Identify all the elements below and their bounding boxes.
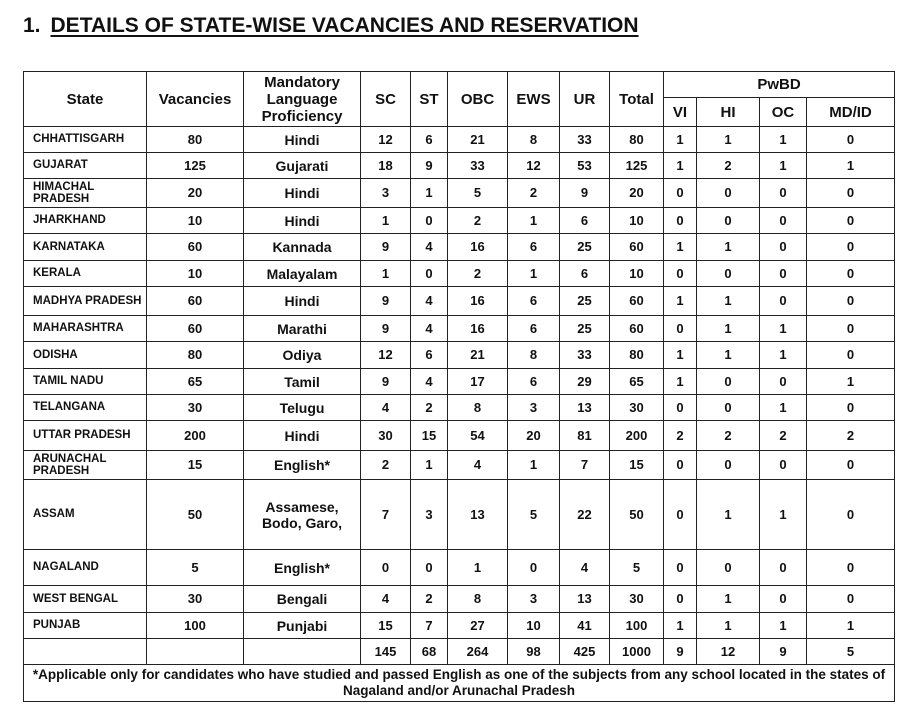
cell-sc: 9	[361, 369, 411, 395]
cell-mdid: 0	[807, 179, 895, 208]
cell-hi: 1	[697, 234, 760, 261]
cell-sc: 12	[361, 127, 411, 153]
cell-total: 80	[610, 127, 664, 153]
cell-language: Hindi	[244, 208, 361, 234]
cell-total: 100	[610, 613, 664, 639]
cell-ur: 13	[560, 395, 610, 421]
cell-hi: 1	[697, 586, 760, 613]
cell-sc: 12	[361, 342, 411, 369]
cell-obc: 4	[448, 451, 508, 480]
cell-obc: 21	[448, 127, 508, 153]
cell-mdid: 0	[807, 586, 895, 613]
cell-ews: 6	[508, 287, 560, 316]
cell-hi: 0	[697, 451, 760, 480]
cell-ews: 3	[508, 586, 560, 613]
cell-total: 65	[610, 369, 664, 395]
cell-state: WEST BENGAL	[24, 586, 147, 613]
cell-oc: 0	[760, 287, 807, 316]
header-vi: VI	[664, 98, 697, 127]
cell-st: 0	[411, 208, 448, 234]
table-row	[24, 208, 895, 234]
cell-ews: 8	[508, 342, 560, 369]
cell-state: TAMIL NADU	[24, 369, 147, 395]
cell-state: GUJARAT	[24, 153, 147, 179]
cell-oc: 1	[760, 342, 807, 369]
cell-language: Bengali	[244, 586, 361, 613]
cell-ur: 29	[560, 369, 610, 395]
totals-row	[24, 639, 895, 665]
total-ur: 425	[560, 639, 610, 665]
cell-ur: 25	[560, 234, 610, 261]
cell-hi: 0	[697, 179, 760, 208]
cell-mdid: 2	[807, 421, 895, 451]
table-row	[24, 342, 895, 369]
cell-st: 2	[411, 395, 448, 421]
cell-obc: 5	[448, 179, 508, 208]
cell-vacancies: 5	[147, 550, 244, 586]
cell-mdid: 0	[807, 127, 895, 153]
cell-ur: 4	[560, 550, 610, 586]
cell-vi: 0	[664, 316, 697, 342]
header-ur: UR	[560, 72, 610, 127]
cell-vacancies: 20	[147, 179, 244, 208]
total-obc: 264	[448, 639, 508, 665]
cell-st: 3	[411, 480, 448, 550]
cell-obc: 33	[448, 153, 508, 179]
cell-state: MAHARASHTRA	[24, 316, 147, 342]
cell-vacancies: 65	[147, 369, 244, 395]
section-heading: DETAILS OF STATE-WISE VACANCIES AND RESERVATION	[50, 14, 639, 37]
cell-hi: 0	[697, 550, 760, 586]
cell-oc: 1	[760, 480, 807, 550]
cell-state: KERALA	[24, 261, 147, 287]
cell-ur: 6	[560, 261, 610, 287]
cell-total: 30	[610, 395, 664, 421]
cell-mdid: 0	[807, 234, 895, 261]
cell-ur: 33	[560, 342, 610, 369]
cell-ur: 33	[560, 127, 610, 153]
table-row	[24, 179, 895, 208]
cell-hi: 1	[697, 316, 760, 342]
total-sc: 145	[361, 639, 411, 665]
table-row	[24, 287, 895, 316]
cell-vacancies: 30	[147, 586, 244, 613]
cell-vacancies: 30	[147, 395, 244, 421]
cell-state: JHARKHAND	[24, 208, 147, 234]
cell-language: Kannada	[244, 234, 361, 261]
table-row	[24, 234, 895, 261]
cell-mdid: 1	[807, 153, 895, 179]
cell-total: 50	[610, 480, 664, 550]
cell-sc: 1	[361, 261, 411, 287]
cell-oc: 1	[760, 316, 807, 342]
cell-vi: 1	[664, 369, 697, 395]
cell-total: 200	[610, 421, 664, 451]
header-hi: HI	[697, 98, 760, 127]
cell-total: 60	[610, 287, 664, 316]
cell-obc: 54	[448, 421, 508, 451]
cell-vi: 0	[664, 586, 697, 613]
cell-language: Punjabi	[244, 613, 361, 639]
cell-language: Odiya	[244, 342, 361, 369]
cell-ur: 53	[560, 153, 610, 179]
cell-sc: 9	[361, 234, 411, 261]
cell-vacancies: 100	[147, 613, 244, 639]
total-vi: 9	[664, 639, 697, 665]
header-mdid: MD/ID	[807, 98, 895, 127]
cell-vi: 0	[664, 550, 697, 586]
cell-vi: 0	[664, 395, 697, 421]
cell-vi: 0	[664, 261, 697, 287]
cell-ur: 25	[560, 316, 610, 342]
cell-st: 4	[411, 369, 448, 395]
cell-hi: 1	[697, 127, 760, 153]
cell-vi: 0	[664, 208, 697, 234]
cell-sc: 4	[361, 395, 411, 421]
cell-obc: 16	[448, 287, 508, 316]
cell-obc: 13	[448, 480, 508, 550]
cell-st: 6	[411, 127, 448, 153]
cell-total: 60	[610, 234, 664, 261]
header-row	[24, 72, 895, 98]
cell-ews: 1	[508, 261, 560, 287]
cell-ur: 13	[560, 586, 610, 613]
header-obc: OBC	[448, 72, 508, 127]
cell-ews: 1	[508, 208, 560, 234]
cell-language: Tamil	[244, 369, 361, 395]
cell-st: 6	[411, 342, 448, 369]
cell-mdid: 0	[807, 261, 895, 287]
cell-oc: 0	[760, 208, 807, 234]
cell-st: 9	[411, 153, 448, 179]
total-oc: 9	[760, 639, 807, 665]
table-row	[24, 480, 895, 550]
empty-cell	[147, 639, 244, 665]
cell-state: TELANGANA	[24, 395, 147, 421]
cell-obc: 2	[448, 208, 508, 234]
cell-ews: 0	[508, 550, 560, 586]
cell-mdid: 0	[807, 550, 895, 586]
cell-oc: 0	[760, 369, 807, 395]
cell-sc: 15	[361, 613, 411, 639]
cell-obc: 2	[448, 261, 508, 287]
cell-ur: 9	[560, 179, 610, 208]
table-row	[24, 261, 895, 287]
total-ews: 98	[508, 639, 560, 665]
cell-language: Assamese, Bodo, Garo,	[244, 480, 361, 550]
cell-language: Malayalam	[244, 261, 361, 287]
cell-hi: 0	[697, 261, 760, 287]
cell-oc: 1	[760, 127, 807, 153]
cell-sc: 9	[361, 287, 411, 316]
cell-state: UTTAR PRADESH	[24, 421, 147, 451]
total-total: 1000	[610, 639, 664, 665]
cell-language: Hindi	[244, 179, 361, 208]
cell-state: MADHYA PRADESH	[24, 287, 147, 316]
cell-ews: 8	[508, 127, 560, 153]
cell-st: 4	[411, 234, 448, 261]
cell-hi: 1	[697, 480, 760, 550]
cell-sc: 9	[361, 316, 411, 342]
empty-cell	[24, 639, 147, 665]
cell-hi: 2	[697, 421, 760, 451]
cell-obc: 1	[448, 550, 508, 586]
cell-hi: 1	[697, 613, 760, 639]
cell-language: Marathi	[244, 316, 361, 342]
cell-ews: 6	[508, 316, 560, 342]
header-language: Mandatory Language Proficiency	[244, 72, 361, 127]
cell-vacancies: 80	[147, 342, 244, 369]
cell-vi: 1	[664, 127, 697, 153]
table-row	[24, 127, 895, 153]
cell-vacancies: 60	[147, 234, 244, 261]
total-hi: 12	[697, 639, 760, 665]
cell-total: 20	[610, 179, 664, 208]
cell-state: PUNJAB	[24, 613, 147, 639]
cell-obc: 16	[448, 234, 508, 261]
cell-mdid: 0	[807, 451, 895, 480]
cell-vi: 1	[664, 234, 697, 261]
cell-sc: 2	[361, 451, 411, 480]
cell-st: 1	[411, 179, 448, 208]
cell-ews: 6	[508, 234, 560, 261]
cell-obc: 8	[448, 395, 508, 421]
cell-total: 10	[610, 208, 664, 234]
cell-vacancies: 200	[147, 421, 244, 451]
cell-state: NAGALAND	[24, 550, 147, 586]
cell-ur: 81	[560, 421, 610, 451]
cell-state: ASSAM	[24, 480, 147, 550]
cell-ur: 25	[560, 287, 610, 316]
cell-mdid: 0	[807, 342, 895, 369]
cell-oc: 2	[760, 421, 807, 451]
footnote-row	[24, 665, 895, 702]
cell-total: 125	[610, 153, 664, 179]
cell-vi: 1	[664, 153, 697, 179]
cell-obc: 17	[448, 369, 508, 395]
cell-ews: 3	[508, 395, 560, 421]
table-row	[24, 613, 895, 639]
table-row	[24, 153, 895, 179]
cell-vacancies: 125	[147, 153, 244, 179]
table-row	[24, 395, 895, 421]
cell-ews: 2	[508, 179, 560, 208]
cell-language: English*	[244, 550, 361, 586]
cell-sc: 4	[361, 586, 411, 613]
cell-hi: 1	[697, 342, 760, 369]
cell-ur: 6	[560, 208, 610, 234]
table-row	[24, 586, 895, 613]
cell-st: 2	[411, 586, 448, 613]
cell-vi: 0	[664, 179, 697, 208]
cell-vacancies: 60	[147, 287, 244, 316]
cell-st: 1	[411, 451, 448, 480]
table-row	[24, 550, 895, 586]
cell-ews: 10	[508, 613, 560, 639]
cell-obc: 16	[448, 316, 508, 342]
table-row	[24, 369, 895, 395]
cell-sc: 7	[361, 480, 411, 550]
cell-ews: 12	[508, 153, 560, 179]
cell-mdid: 0	[807, 316, 895, 342]
cell-vi: 2	[664, 421, 697, 451]
cell-sc: 18	[361, 153, 411, 179]
cell-sc: 1	[361, 208, 411, 234]
cell-obc: 27	[448, 613, 508, 639]
cell-vacancies: 50	[147, 480, 244, 550]
cell-language: Telugu	[244, 395, 361, 421]
cell-vi: 1	[664, 287, 697, 316]
cell-mdid: 1	[807, 613, 895, 639]
cell-vi: 0	[664, 480, 697, 550]
cell-obc: 21	[448, 342, 508, 369]
cell-st: 15	[411, 421, 448, 451]
cell-vi: 1	[664, 613, 697, 639]
table-row	[24, 451, 895, 480]
cell-oc: 0	[760, 451, 807, 480]
header-ews: EWS	[508, 72, 560, 127]
cell-hi: 1	[697, 287, 760, 316]
cell-state: CHHATTISGARH	[24, 127, 147, 153]
cell-vacancies: 60	[147, 316, 244, 342]
header-sc: SC	[361, 72, 411, 127]
cell-oc: 0	[760, 586, 807, 613]
cell-ews: 6	[508, 369, 560, 395]
cell-vi: 1	[664, 342, 697, 369]
cell-mdid: 1	[807, 369, 895, 395]
cell-oc: 0	[760, 261, 807, 287]
cell-state: KARNATAKA	[24, 234, 147, 261]
header-total: Total	[610, 72, 664, 127]
cell-hi: 0	[697, 208, 760, 234]
cell-state: ODISHA	[24, 342, 147, 369]
cell-st: 0	[411, 261, 448, 287]
cell-mdid: 0	[807, 480, 895, 550]
cell-hi: 0	[697, 369, 760, 395]
cell-oc: 1	[760, 153, 807, 179]
header-oc: OC	[760, 98, 807, 127]
cell-mdid: 0	[807, 395, 895, 421]
cell-sc: 0	[361, 550, 411, 586]
cell-state: HIMACHAL PRADESH	[24, 179, 147, 208]
header-st: ST	[411, 72, 448, 127]
total-st: 68	[411, 639, 448, 665]
cell-st: 4	[411, 316, 448, 342]
cell-total: 15	[610, 451, 664, 480]
cell-language: Gujarati	[244, 153, 361, 179]
cell-total: 80	[610, 342, 664, 369]
cell-sc: 3	[361, 179, 411, 208]
cell-vacancies: 15	[147, 451, 244, 480]
cell-total: 5	[610, 550, 664, 586]
cell-st: 7	[411, 613, 448, 639]
cell-language: Hindi	[244, 127, 361, 153]
table-row	[24, 316, 895, 342]
cell-mdid: 0	[807, 208, 895, 234]
header-pwbd: PwBD	[664, 72, 895, 98]
cell-total: 10	[610, 261, 664, 287]
cell-st: 0	[411, 550, 448, 586]
cell-oc: 0	[760, 550, 807, 586]
cell-ews: 5	[508, 480, 560, 550]
cell-state: ARUNACHAL PRADESH	[24, 451, 147, 480]
table-row	[24, 421, 895, 451]
header-vacancies: Vacancies	[147, 72, 244, 127]
cell-mdid: 0	[807, 287, 895, 316]
cell-ur: 7	[560, 451, 610, 480]
cell-ur: 22	[560, 480, 610, 550]
cell-hi: 0	[697, 395, 760, 421]
vacancies-table	[23, 71, 895, 702]
section-title	[23, 14, 639, 38]
total-mdid: 5	[807, 639, 895, 665]
cell-vacancies: 10	[147, 208, 244, 234]
cell-oc: 1	[760, 395, 807, 421]
cell-oc: 0	[760, 179, 807, 208]
footnote: *Applicable only for candidates who have studied and passed English as one of the subjects from any school located in the states of Nagaland and/or Arunachal Pradesh	[24, 665, 895, 702]
cell-language: Hindi	[244, 421, 361, 451]
cell-language: English*	[244, 451, 361, 480]
cell-vacancies: 80	[147, 127, 244, 153]
cell-vacancies: 10	[147, 261, 244, 287]
cell-ur: 41	[560, 613, 610, 639]
cell-oc: 0	[760, 234, 807, 261]
cell-total: 30	[610, 586, 664, 613]
empty-cell	[244, 639, 361, 665]
cell-oc: 1	[760, 613, 807, 639]
section-number: 1.	[23, 14, 41, 37]
cell-vi: 0	[664, 451, 697, 480]
cell-sc: 30	[361, 421, 411, 451]
cell-hi: 2	[697, 153, 760, 179]
header-state: State	[24, 72, 147, 127]
cell-st: 4	[411, 287, 448, 316]
cell-language: Hindi	[244, 287, 361, 316]
cell-ews: 20	[508, 421, 560, 451]
cell-obc: 8	[448, 586, 508, 613]
cell-total: 60	[610, 316, 664, 342]
cell-ews: 1	[508, 451, 560, 480]
